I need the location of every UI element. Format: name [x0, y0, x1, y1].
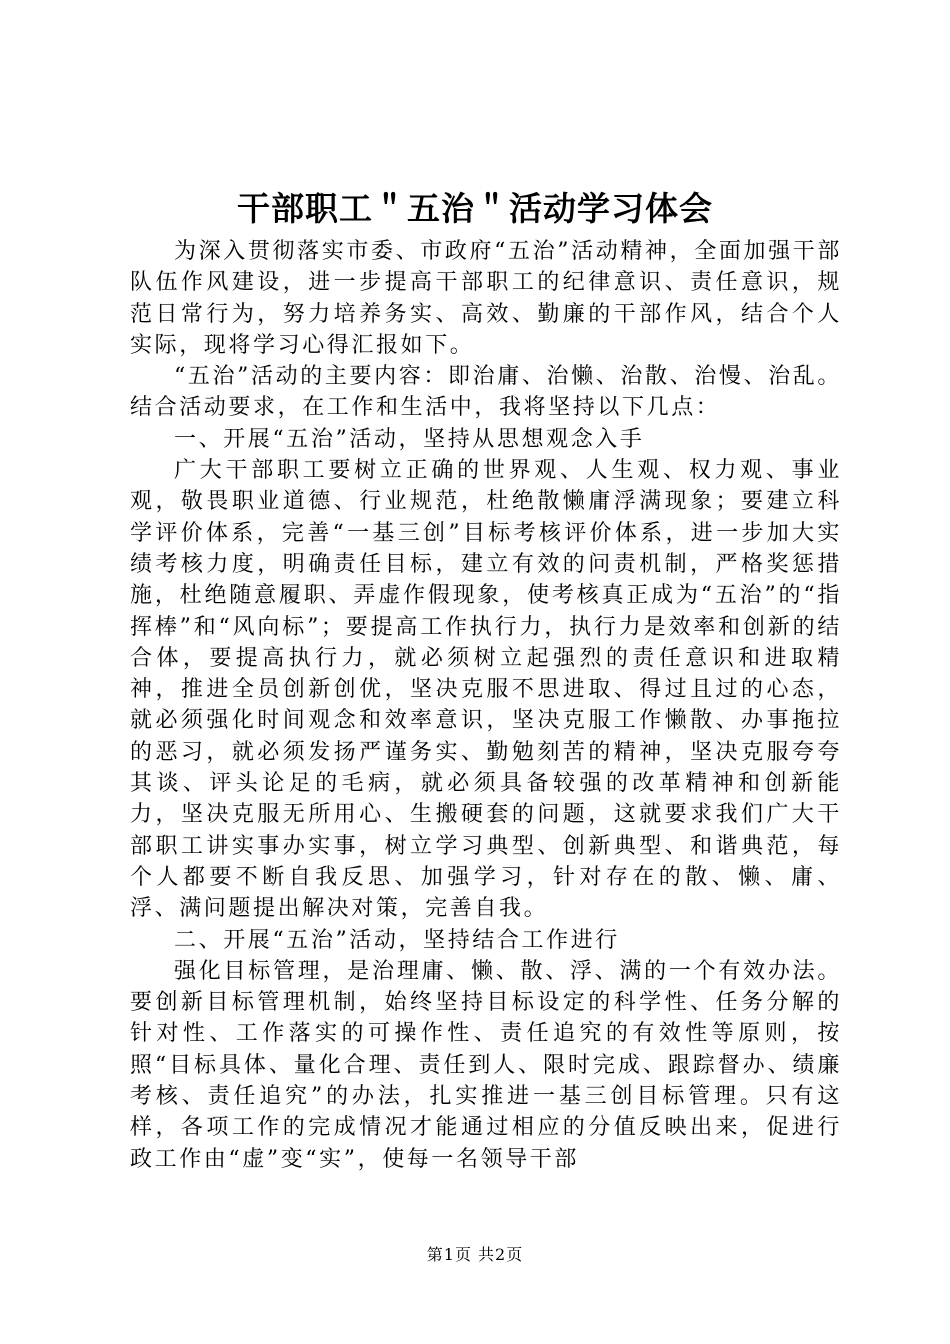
section-1-paragraph: 广大干部职工要树立正确的世界观、人生观、权力观、事业观，敬畏职业道德、行业规范，杜绝散懒庸浮满现象；要建立科学评价体系，完善“一基三创”目标考核评价体系，进一步加大实绩考核力度，明确责任目标，建立有效的问责机制，严格奖惩措施，杜绝随意履职、弄虚作假现象，使考核真正成为“五治”的“指挥棒”和“风向标”；要提高工作执行力，执行力是效率和创新的结合体，要提高执行力，就必须树立起强烈的责任意识和进取精神，推进全员创新创优，坚决克服不思进取、得过且过的心态，就必须强化时间观念和效率意识，坚决克服工作懒散、办事拖拉的恶习，就必须发扬严谨务实、勤勉刻苦的精神，坚决克服夸夸其谈、评头论足的毛病，就必须具备较强的改革精神和创新能力，坚决克服无所用心、生搬硬套的问题，这就要求我们广大干部职工讲实事办实事，树立学习典型、创新典型、和谐典范，每个人都要不断自我反思、加强学习，针对存在的散、懒、庸、浮、满问题提出解决对策，完善自我。: [130, 458, 842, 922]
section-heading-1: 一、开展“五治”活动，坚持从思想观念入手: [174, 426, 645, 452]
intro-paragraph: 为深入贯彻落实市委、市政府“五治”活动精神，全面加强干部队伍作风建设，进一步提高干部职工的纪律意识、责任意识，规范日常行为，努力培养务实、高效、勤廉的干部作风，结合个人实际，现将学习心得汇报如下。: [130, 239, 842, 358]
section-heading-2: 二、开展“五治”活动，坚持结合工作进行: [174, 927, 620, 953]
document-body: [130, 236, 842, 1175]
page-footer: 第1页 共2页: [426, 1245, 524, 1264]
document-title: 干部职工＂五治＂活动学习体会: [237, 189, 713, 228]
main-content-paragraph: “五治”活动的主要内容：即治庸、治懒、治散、治慢、治乱。结合活动要求，在工作和生活中，我将坚持以下几点：: [130, 364, 842, 421]
section-2-paragraph: 强化目标管理，是治理庸、懒、散、浮、满的一个有效办法。要创新目标管理机制，始终坚持目标设定的科学性、任务分解的针对性、工作落实的可操作性、责任追究的有效性等原则，按照“目标具体、量化合理、责任到人、限时完成、跟踪督办、绩廉考核、责任追究”的办法，扎实推进一基三创目标管理。只有这样，各项工作的完成情况才能通过相应的分值反映出来，促进行政工作由“虚”变“实”，使每一名领导干部: [130, 958, 842, 1172]
